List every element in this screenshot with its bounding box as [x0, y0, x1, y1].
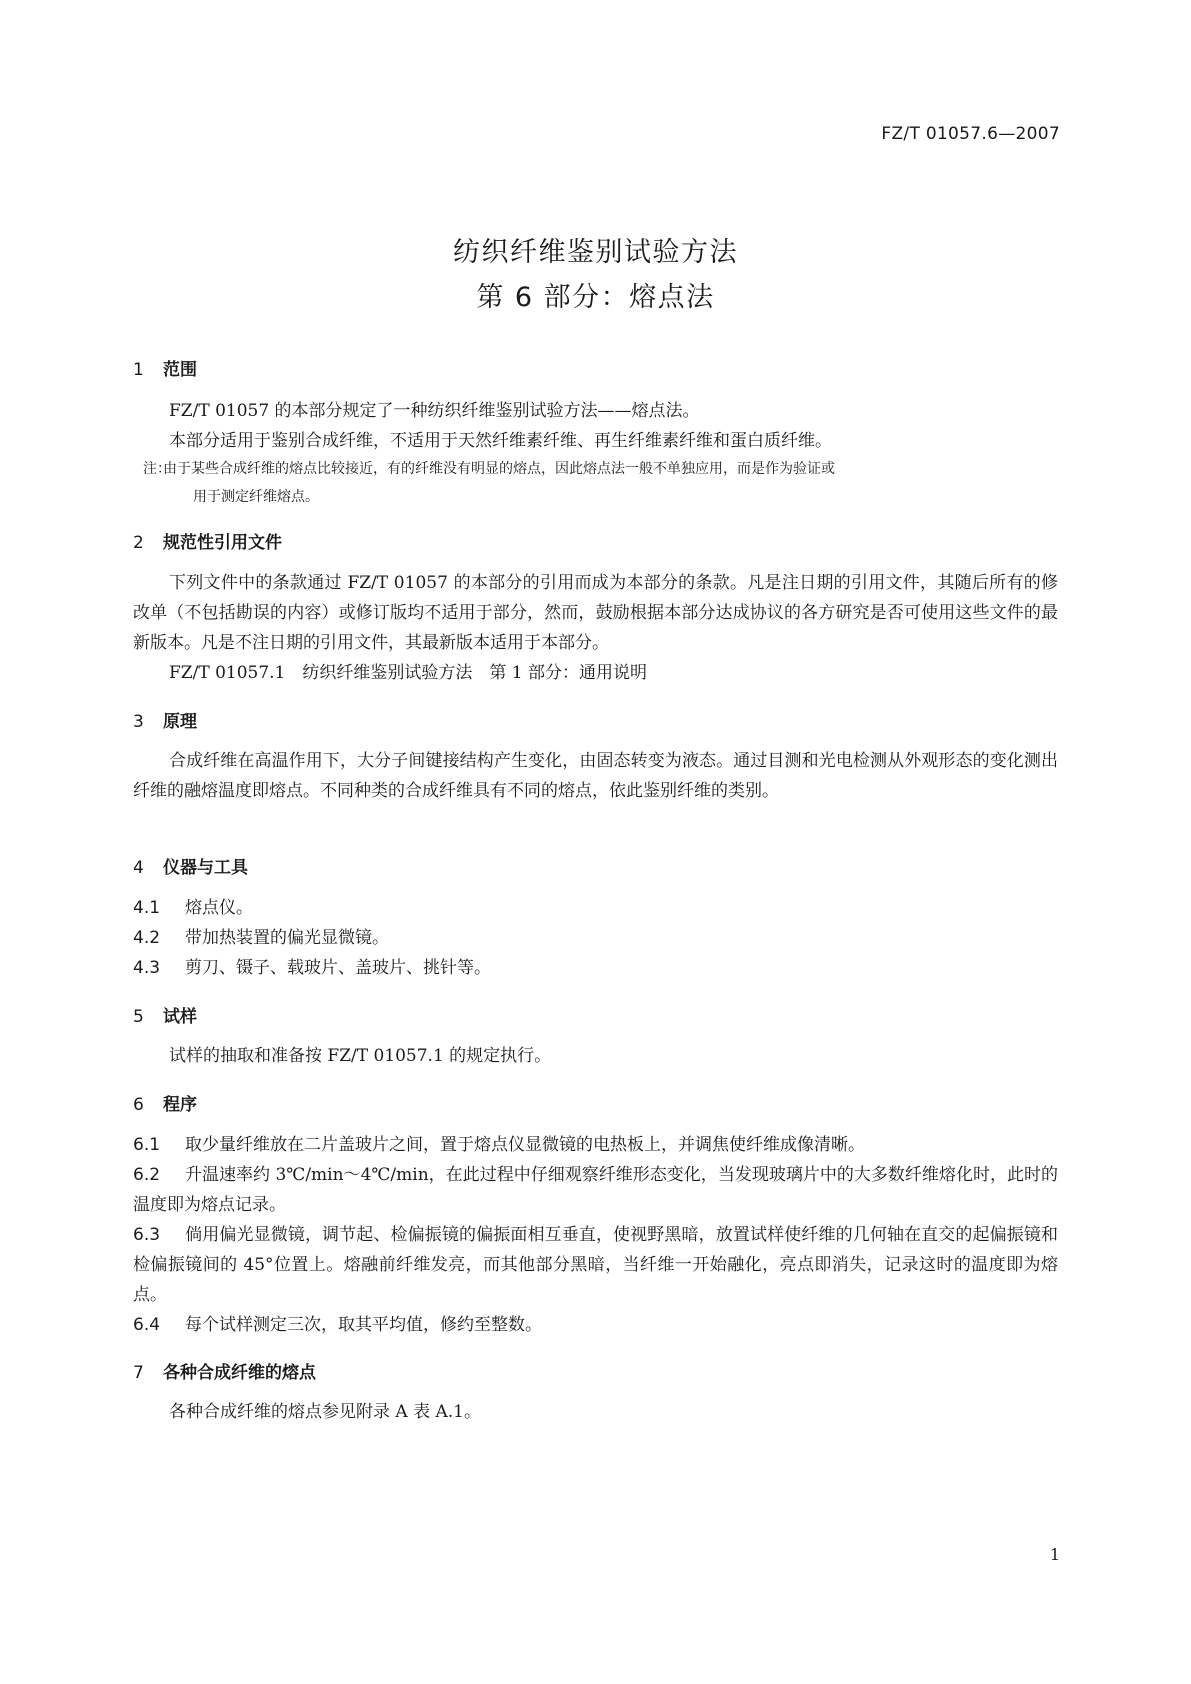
section-number: 1: [133, 360, 144, 380]
item-text: 倘用偏光显微镜，调节起、检偏振镜的偏振面相互垂直，使视野黑暗，放置试样使纤维的几何轴在直交的起偏振镜和检偏振镜间的 45°位置上。熔融前纤维发亮，而其他部分黑暗，当纤维一开始融化，亮点即消失，记录这时的温度即为熔点。: [133, 1225, 1058, 1305]
section-title: 仪器与工具: [163, 858, 248, 878]
section-2-heading: [133, 528, 282, 553]
section-number: 7: [133, 1363, 144, 1383]
item-text: 取少量纤维放在二片盖玻片之间，置于熔点仪显微镜的电热板上，并调焦使纤维成像清晰。: [185, 1135, 865, 1155]
section-title: 各种合成纤维的熔点: [163, 1363, 316, 1383]
item-number: 4.3: [133, 958, 161, 978]
section-2-paragraph-1: 下列文件中的条款通过 FZ/T 01057 的本部分的引用而成为本部分的条款。凡是注日期的引用文件，其随后所有的修改单（不包括勘误的内容）或修订版均不适用于部分，然而，鼓励根据本部分达成协议的各方研究是否可使用这些文件的最新版本。凡是不注日期的引用文件，其最新版本适用于本部分。: [133, 573, 1058, 653]
item-text: 每个试样测定三次，取其平均值，修约至整数。: [185, 1315, 542, 1335]
section-1-note: [143, 455, 1058, 511]
standard-code: FZ/T 01057.6—2007: [881, 124, 1060, 144]
section-1-heading: [133, 355, 197, 380]
section-number: 6: [133, 1095, 144, 1115]
section-6-item: [133, 1130, 1058, 1160]
section-7-paragraph-1: 各种合成纤维的熔点参见附录 A 表 A.1。: [169, 1402, 481, 1422]
section-number: 4: [133, 858, 144, 878]
section-3-heading: [133, 707, 197, 732]
section-title: 原理: [163, 712, 197, 732]
section-1-paragraph-2: 本部分适用于鉴别合成纤维，不适用于天然纤维素纤维、再生纤维素纤维和蛋白质纤维。: [169, 431, 832, 451]
item-number: 6.4: [133, 1315, 161, 1335]
document-title: 纺织纤维鉴别试验方法: [453, 237, 738, 268]
section-6-heading: [133, 1090, 197, 1115]
section-number: 5: [133, 1007, 144, 1027]
item-text: 剪刀、镊子、载玻片、盖玻片、挑针等。: [185, 958, 491, 978]
document-subtitle: 第 6 部分：熔点法: [476, 282, 715, 313]
section-title: 试样: [163, 1007, 197, 1027]
section-number: 2: [133, 533, 144, 553]
item-text: 升温速率约 3℃/min～4℃/min，在此过程中仔细观察纤维形态变化，当发现玻璃片中的大多数纤维熔化时，此时的温度即为熔点记录。: [133, 1165, 1058, 1215]
section-7-heading: [133, 1358, 316, 1383]
note-text-line-2: 用于测定纤维熔点。: [193, 489, 319, 505]
section-title: 规范性引用文件: [163, 533, 282, 553]
section-6-item: [133, 1160, 1058, 1220]
item-number: 6.2: [133, 1165, 161, 1185]
page-number: 1: [1049, 1545, 1060, 1564]
section-4-item: [133, 923, 1058, 953]
note-text-line-1: 由于某些合成纤维的熔点比较接近，有的纤维没有明显的熔点，因此熔点法一般不单独应用，而是作为验证或: [163, 461, 835, 477]
section-5-paragraph-1: 试样的抽取和准备按 FZ/T 01057.1 的规定执行。: [169, 1046, 552, 1066]
item-text: 熔点仪。: [185, 898, 253, 918]
item-number: 4.2: [133, 928, 161, 948]
item-text: 带加热装置的偏光显微镜。: [185, 928, 389, 948]
note-label: 注：: [143, 461, 171, 477]
section-4-item: [133, 893, 1058, 923]
section-4-item: [133, 953, 1058, 983]
section-title: 范围: [163, 360, 197, 380]
section-3-paragraph-1: 合成纤维在高温作用下，大分子间键接结构产生变化，由固态转变为液态。通过目测和光电检测从外观形态的变化测出纤维的融熔温度即熔点。不同种类的合成纤维具有不同的熔点，依此鉴别纤维的类别。: [133, 751, 1058, 801]
section-number: 3: [133, 712, 144, 732]
section-5-heading: [133, 1002, 197, 1027]
section-2-reference: FZ/T 01057.1 纺织纤维鉴别试验方法 第 1 部分：通用说明: [169, 663, 647, 683]
section-6-item: [133, 1220, 1058, 1310]
item-number: 6.3: [133, 1225, 161, 1245]
item-number: 6.1: [133, 1135, 161, 1155]
section-6-item: [133, 1310, 1058, 1340]
section-1-paragraph-1: FZ/T 01057 的本部分规定了一种纺织纤维鉴别试验方法——熔点法。: [169, 401, 700, 421]
section-4-heading: [133, 853, 248, 878]
item-number: 4.1: [133, 898, 161, 918]
section-title: 程序: [163, 1095, 197, 1115]
